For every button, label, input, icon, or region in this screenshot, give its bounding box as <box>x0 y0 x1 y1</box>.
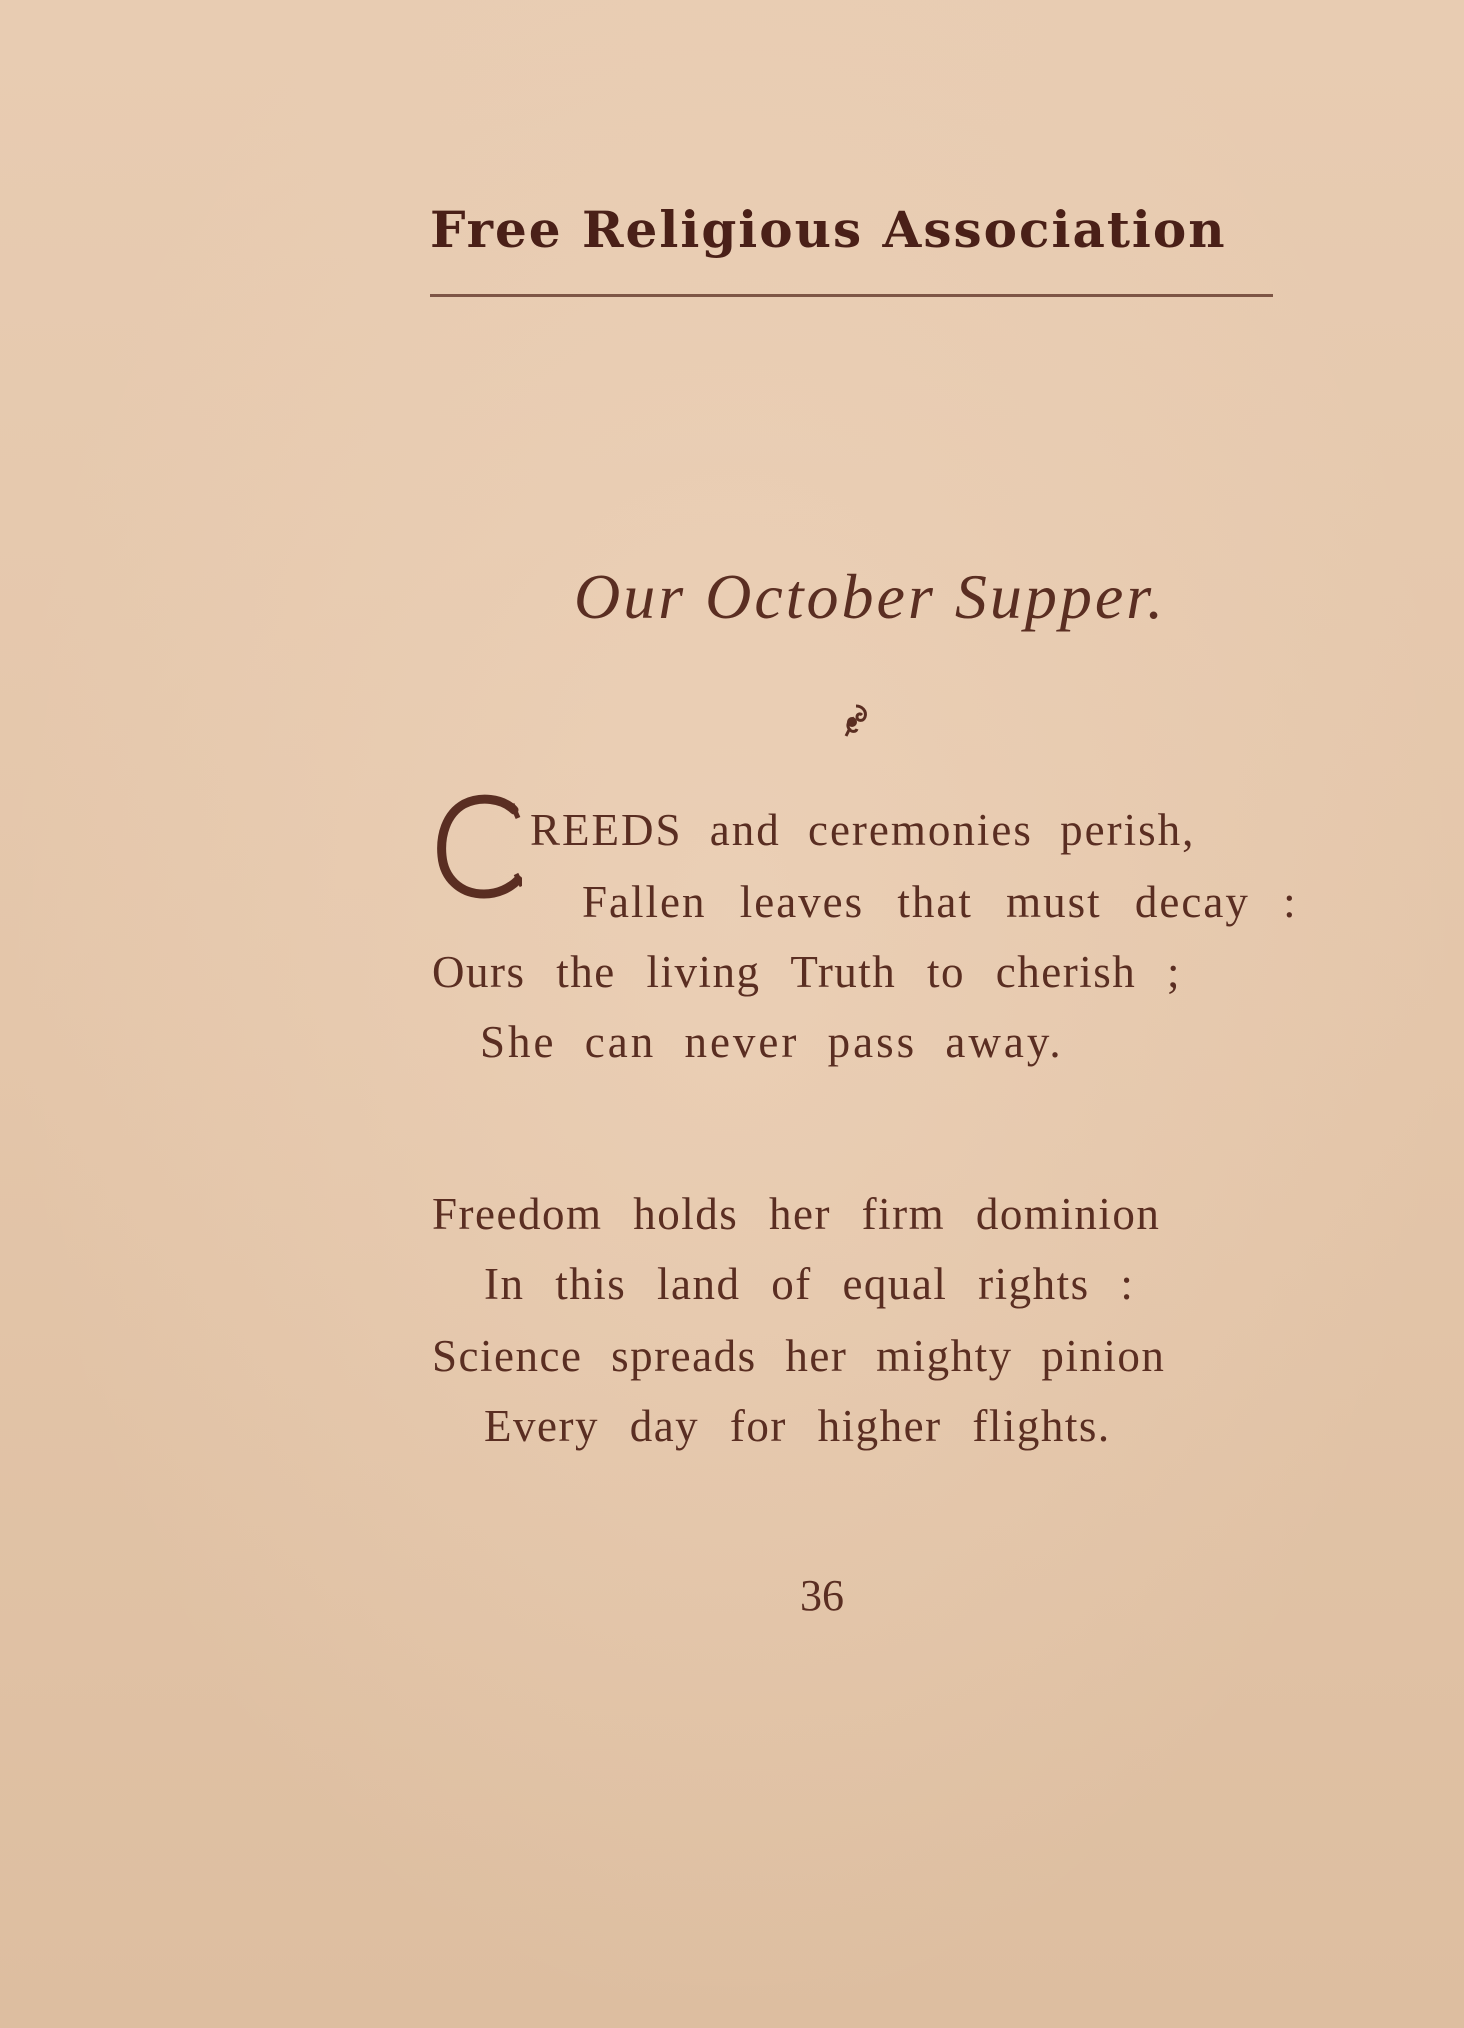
fleuron-ornament-icon <box>840 702 872 742</box>
header-rule <box>430 294 1273 297</box>
page-number: 36 <box>800 1571 844 1620</box>
stanza2-line3: Science spreads her mighty pinion <box>432 1331 1166 1381</box>
header-title: Free Religious Association <box>430 200 1227 259</box>
stanza2-line1: Freedom holds her firm dominion <box>432 1189 1161 1239</box>
stanza1-line3: Ours the living Truth to cherish ; <box>432 947 1182 997</box>
stanza1-line4: She can never pass away. <box>480 1017 1064 1067</box>
stanza2-line4: Every day for higher flights. <box>484 1401 1111 1451</box>
stanza1-line1: REEDS and ceremonies perish, <box>530 805 1196 855</box>
stanza1-line2: Fallen leaves that must decay : <box>582 877 1298 927</box>
drop-cap-c <box>432 790 522 910</box>
poem-title: Our October Supper. <box>574 561 1167 632</box>
stanza2-line2: In this land of equal rights : <box>484 1259 1135 1309</box>
